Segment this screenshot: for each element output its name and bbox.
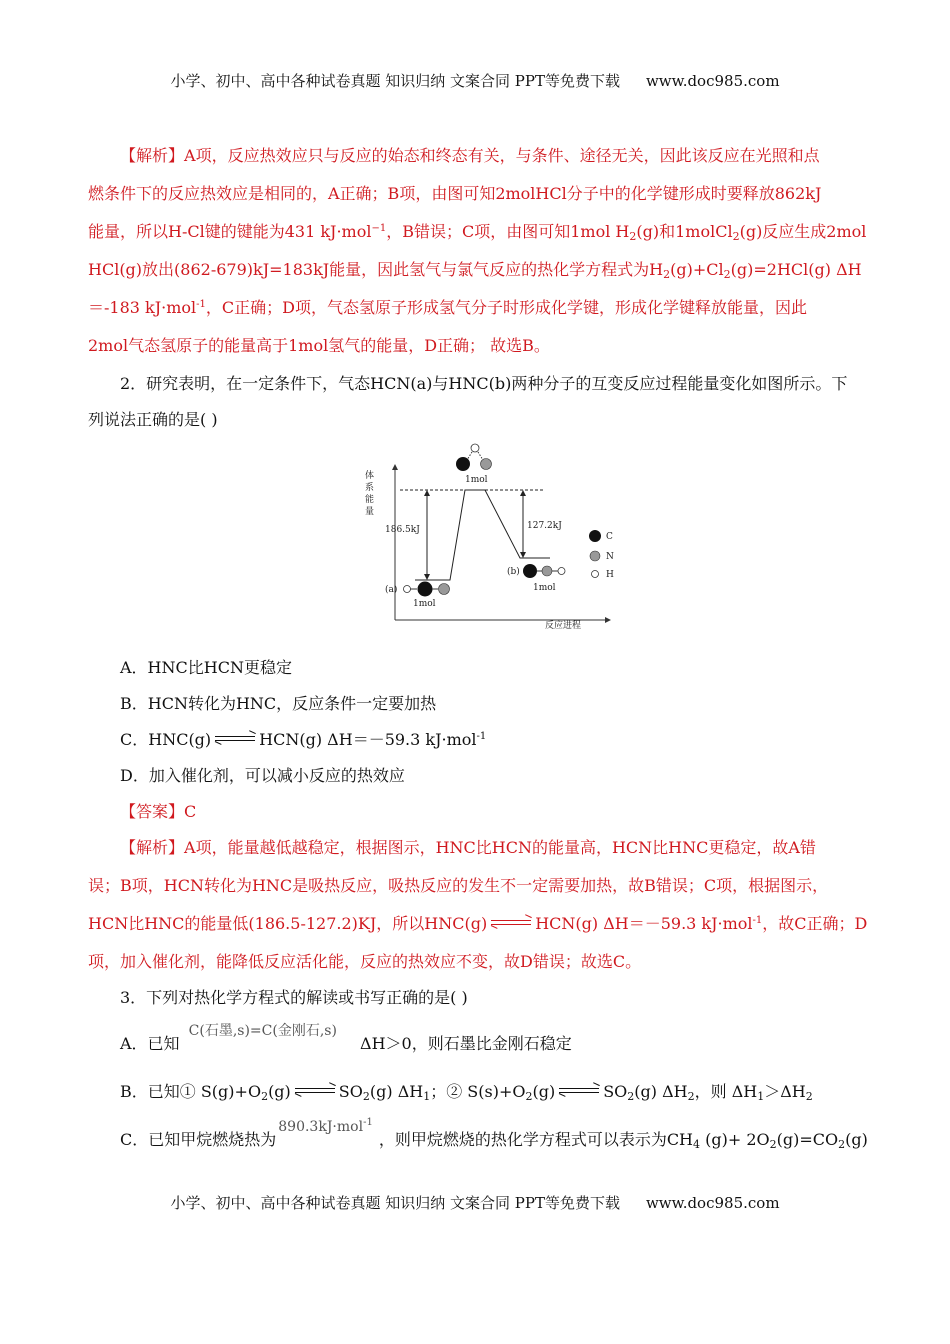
q3-c-value: 890.3kJ·mol$^{-1}$ [278, 1117, 373, 1135]
legend-n-icon [590, 551, 600, 561]
page-header [0, 70, 950, 91]
equilibrium-arrow-icon [215, 734, 255, 744]
x-axis-arrow [605, 617, 611, 623]
q2-option-b: B．HCN转化为HNC，反应条件一定要加热 [120, 694, 437, 713]
right-arrow-head-down [520, 552, 526, 558]
footer-url[interactable]: www.doc985.com [645, 1194, 780, 1212]
q3-option-a: A．已知 C(石墨,s)=C(金刚石,s) ΔH＞0，则石墨比金刚石稳定 [120, 1023, 572, 1053]
q1-analysis-line-4: HCl(g)放出(862-679)kJ=183kJ能量，因此氢气与氯气反应的热化学方程式为$H_2(g)+Cl_2(g)=2HCl(g)$ ΔH [88, 260, 862, 281]
y-axis-label-3: 能 [365, 495, 375, 505]
a-c-atom [418, 582, 433, 597]
ts-n-atom [481, 459, 492, 470]
right-gap-label: 127.2kJ [527, 521, 562, 531]
q1-analysis-line-2: 燃条件下的反应热效应是相同的，A正确；B项，由图可知2molHCl分子中的化学键形成时要释放862kJ [88, 184, 822, 203]
q1-analysis-line-3: 能量，所以H-Cl键的键能为431 kJ·mol$^{-1}$，B错误；C项，由图可知1mol $H_2(g)$和1molCl$_2$(g)反应生成2mol [88, 222, 867, 243]
ts-bond-1 [467, 452, 472, 460]
q2-option-a: A．HNC比HCN更稳定 [120, 658, 292, 677]
q2-analysis-line-4: 项，加入催化剂，能降低反应活化能，反应的热效应不变，故D错误；故选C。 [88, 952, 642, 971]
left-arrow-head-down [424, 574, 430, 580]
equilibrium-arrow-icon [491, 918, 531, 928]
legend-h: H [606, 570, 614, 580]
a-n-atom [439, 584, 450, 595]
q2-answer: 【答案】C [120, 802, 197, 821]
y-axis-label-4: 量 [365, 507, 375, 517]
y-axis-label-2: 系 [365, 483, 375, 493]
left-arrow-head-up [424, 490, 430, 496]
b-h-atom [558, 568, 565, 575]
energy-diagram [355, 440, 615, 630]
q1-analysis-line-5: ＝-183 kJ·mol$^{-1}$，C正确；D项，气态氢原子形成氢气分子时形成化学键，形成化学键释放能量，因此 [88, 298, 807, 317]
y-axis-label-1: 体 [365, 471, 375, 481]
legend-n: N [606, 552, 614, 562]
ts-bond-2 [478, 452, 483, 460]
q2-stem-line-1: 2．研究表明，在一定条件下，气态HCN(a)与HNC(b)两种分子的互变反应过程能量变化如图所示。下 [120, 374, 848, 393]
footer-text: 小学、初中、高中各种试卷真题 知识归纳 文案合同 PPT等免费下载 [170, 1194, 620, 1212]
q3-a-formula: C(石墨,s)=C(金刚石,s) [188, 1023, 337, 1039]
q2-analysis-line-3: HCN比HNC的能量低(186.5-127.2)KJ，所以HNC(g) HCN(g) ΔH＝－59.3 kJ·mol$^{-1}$，故C正确；D [88, 914, 868, 933]
x-axis-label: 反应进程 [545, 621, 582, 630]
q2-option-d: D．加入催化剂，可以减小反应的热效应 [120, 766, 405, 785]
legend-c-icon [589, 530, 601, 542]
q1-analysis-line-1: 【解析】A项，反应热效应只与反应的始态和终态有关，与条件、途径无关，因此该反应在光照和点 [120, 146, 820, 165]
top-mol-label: 1mol [465, 475, 488, 485]
q1-analysis-line-6: 2mol气态氢原子的能量高于1mol氢气的能量，D正确； 故选B。 [88, 336, 550, 355]
legend-c: C [606, 532, 613, 542]
ts-h-atom [471, 444, 479, 452]
b-c-atom [523, 564, 537, 578]
q3-option-c: C．已知甲烷燃烧热为890.3kJ·mol$^{-1}$，则甲烷燃烧的热化学方程式可以表示为$CH_4$ $(g)+ 2O_2(g)=CO_2(g)$ [120, 1117, 868, 1151]
a-mol-label: 1mol [413, 599, 436, 609]
q3-stem: 3．下列对热化学方程式的解读或书写正确的是( ) [120, 988, 468, 1007]
q2-stem-line-2: 列说法正确的是( ) [88, 410, 218, 429]
q2-analysis-line-1: 【解析】A项，能量越低越稳定，根据图示，HNC比HCN的能量高，HCN比HNC更稳定，故A错 [120, 838, 816, 857]
equilibrium-arrow-icon [295, 1086, 335, 1096]
b-mol-label: 1mol [533, 583, 556, 593]
header-text: 小学、初中、高中各种试卷真题 知识归纳 文案合同 PPT等免费下载 [170, 72, 620, 90]
a-h-atom [404, 586, 411, 593]
ts-c-atom [456, 457, 470, 471]
q2-option-c: C．HNC(g) HCN(g) ΔH＝－59.3 kJ·mol$^{-1}$ [120, 730, 487, 749]
header-url[interactable]: www.doc985.com [645, 72, 780, 90]
a-label: (a) [385, 585, 398, 595]
equilibrium-arrow-icon [559, 1086, 599, 1096]
b-n-atom [542, 566, 552, 576]
q2-analysis-line-2: 误；B项，HCN转化为HNC是吸热反应，吸热反应的发生不一定需要加热，故B错误；C项，根据图示， [88, 876, 829, 895]
legend-h-icon [592, 571, 599, 578]
left-gap-label: 186.5kJ [385, 525, 420, 535]
right-arrow-head-up [520, 490, 526, 496]
q3-option-b: B．已知① $S(g)+O_2(g)$ $SO_2(g)$ $\Delta H_1$；② $S(s)+O_2(g)$ $SO_2(g)$ $\Delta H_2$，则 $\Delta H_1>\Delta H_2$ [120, 1082, 813, 1103]
b-label: (b) [507, 567, 520, 577]
y-axis-arrow [392, 464, 398, 470]
page-footer [0, 1192, 950, 1213]
